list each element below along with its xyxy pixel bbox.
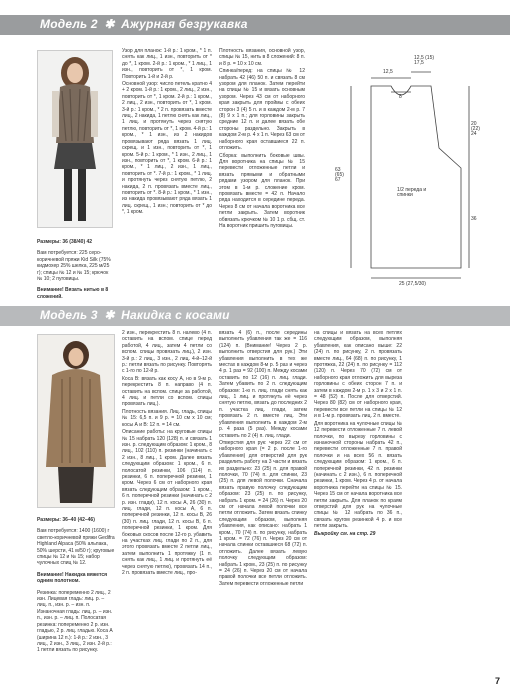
model2-text-col2 bbox=[219, 48, 305, 300]
model3-text-col2 bbox=[219, 330, 307, 696]
woman-in-cape-figure bbox=[38, 335, 114, 507]
model3-para: Плотность вязания. Лиц. гладь, спицы № 15: 6,5 п. и 9 р. = 10 см x 10 см; косы А и В: 12 п. = 14 см. bbox=[122, 408, 212, 428]
model2-para: Основной узор: число петель кратно 4 + 2 кром. 1-й р.: 1 кром., 2 лиц., 2 изн., повторить от *, 1 кром. 2-й р.: 1 кром., 2 лиц., 2 изн., повторить от *, 1 кром. 3-й р.: 1 кром., * 2 п. провязать вместе лиц., 2 накида, 1 петлю снять как лиц., 1 лиц. и протянуть через снятую петлю, повторить от *, 1 кром. 4-й р.: 1 кром., * 1 изн., из 2 накидов провязывают ряда вязать 1 лиц. скрещ. и 1 изн., повторить от *, 1 кром. 5-й р.: 1 кром., * 1 изн., 2 лиц., 1 изн., повторить от *, 1 кром. 6-й р.: 1 кром., * 1 лиц., 2 изн., 1 лиц., повторить от *. 7-й р.: 1 кром., * 1 лиц. и протянуть через снятую петлю, 2 накида, 2 п. провязать вместе лиц., повторить от *. 8-й р.: 1 кром., * 1 изн., из накида провязывают ряда вязать 1 лиц. скрещ., 1 изн.; повторить от * до *, 1 кром. bbox=[122, 81, 212, 216]
model2-para: Спинка/перед: на спицы № 12 набрать 42 (46) 50 п. и связать 8 см узором для планок. Затем перейти на спицы № 15 и вязать основным узором. Через 43 см от наборного края закрыть для проймы с обеих сторон 3 (4) 5 п. и в каждом 2-м р. 7 (8) 9 х 1 п.; для горловины закрыть средние 12 п. и далее вязать обе стороны раздельно. Закрыть в каждом 2-м р. 4 х 1 п. Через 63 см от наборного края оставшиеся 22 п. отложить. bbox=[219, 68, 305, 152]
model3-materials: Вам потребуется: 1400 (1600) г светло-коричневой пряжи Gedifra Highland Alpaca (50% альпака, 50% шерсти, 41 м/50 г); круговые спицы № 12 и № 15; набор чулочных спиц № 12. bbox=[37, 528, 115, 567]
model2-para: Узор для планок: 1-й р.: 1 кром., * 1 п. снять как лиц., 1 изн., повторить от * до *, 1 кром. 2-й р.: 1 кром., * 1 лиц., 1 изн., повторить от *, 1 кром. Повторить 1-й и 2-й р. bbox=[122, 48, 212, 80]
model3-sizes: Размеры: 36–40 (42–46) bbox=[37, 517, 95, 523]
model2-note: Внимание! Вязать нитью в 8 сложений. bbox=[37, 287, 109, 300]
model2-info bbox=[37, 234, 115, 300]
model2-title: Модель 2 bbox=[40, 17, 98, 31]
model2-schematic bbox=[311, 48, 501, 300]
model2-header bbox=[0, 15, 510, 35]
model2-sizes: Размеры: 36 (38/40) 42 bbox=[37, 239, 93, 245]
model3-para: Отверстия для рук: через 22 см от наборного края (= 2 р. после 1-го убавления) для отверстий для рук разделить работу на 3 части и вязать их раздельно: 23 (25) п. для правой полочки, 70 (74) п. для спинки, 23 (25) п. для левой полочки. Сначала вязать правую полочку следующим образом: 23 (25) п. по рисунку, набрать 1 кром. = 24 (26) п. Через 20 см от начала левой полочки все петли отложить. Затем вязать спинку следующим образом, выполняя убавления, как описано: набрать 1 кром., 70 (74) п. по рисунку, набрать 1 кром. = 72 (76) п. Через 20 см от начала спинки оставшиеся 68 (72) п. отложить. Далее вязать левую полочку следующим образом: набрать 1 кром., 23 (25) п. по рисунку = 24 (26) п. Через 20 см от начала правой полочки все петли отложить. Затем перевести отложенные петли bbox=[219, 439, 307, 587]
model3-text-col3 bbox=[314, 330, 402, 696]
star-icon: ✱ bbox=[104, 308, 115, 322]
model2-name: Ажурная безрукавка bbox=[121, 17, 248, 31]
model3-text-col1 bbox=[122, 330, 212, 696]
page-number: 7 bbox=[494, 676, 500, 686]
model3-para: 2 изн., перекрестить 8 п. налево (4 п. оставить на вспом. спице перед работой, 4 лиц., затем 4 петли со вспом. спицы провязать лиц.), 2 изн. 3-й р.: 2 лиц., 3 изн., 2 лиц. 4-й–12-й р.: петли вязать по рисунку. Повторять с 1-го по 12-й р. bbox=[122, 330, 212, 375]
model3-para: Коса В: вязать как косу А, но в 9-м р. перекрестить 8 п. направо (4 п. оставить на вспом. спице за работой, 4 лиц. и петли со вспом. спицы провязать лиц.). bbox=[122, 375, 212, 408]
model3-header bbox=[0, 306, 510, 326]
schema-inner: 1/2 переда и спинки bbox=[397, 187, 427, 198]
model2-photo bbox=[37, 50, 113, 228]
model3-para: вязать 4 (6) п., после середины выполнить убавления так же = 116 (124) п. (Внимание! Через 2 р. выполнить отверстия для рук.) Эти убавления выполнить в тех же местах в каждом 8-м р. 5 раз и через 4 р. 1 раз = 92 (100) п. Между косами оставить по 12 (16) п. лиц. глади. Затем убавить по 2 п. следующим образом: 1-ю п. лиц. глади снять как лиц., 1 лиц. и протянуть её через снятую петлю, вязать до последних 2 п. участка лиц. глади, затем провязать 2 п. вместе лиц. Эти убавления выполнить в каждом 2-м р. 4 раза (5 раз). Между косами оставить по 2 (4) п. лиц. глади. bbox=[219, 330, 307, 439]
model2-para: Плотность вязания, основной узор, спицы № 15, нить в 8 сложений: 8 п. и 8 р. = 10 x 10 см. bbox=[219, 48, 305, 67]
model3-patterns: Резинка: попеременно 2 лиц., 2 изн. Лицевая гладь: лиц. р. – лиц. п., изн. р. – изн. п. Изнаночная гладь: лиц. р. – изн. п., изн. р. – лиц. п. Полосатая резинка: попеременно 2 р. изн. гладью, 2 р. лиц. гладью. Коса А (ширина 12 п.): 1-й р.: 2 изн., 3 лиц., 2 изн., 3 лиц., 2 изн. 2-й р.: 1 петли вязать по рисунку. bbox=[37, 589, 113, 654]
model3-para: на спицы и вязать на всех петлях следующим образом, выполняя убавления, как описано выше: 22 (24) п. по рисунку, 2 п. провязать вместе лиц., 64 (68) п. по рисунку, 1 протяжка, 22 (24) п. по рисунку = 112 (120) п. Через 70 (72) см от наборного края отложить для выреза горловины с обеих сторон 7 п. и затем в каждом 2-м р. 1 х 3 и 2 х 1 п. = 48 (52) п. После для отверстий. Через 80 (82) см от наборного края, перевести все петли на спицы № 12 и в 1-м р. провязать лиц. 2 п. вместе. bbox=[314, 330, 402, 420]
model3-name: Накидка с косами bbox=[121, 308, 230, 322]
model3-para: Для воротника на чулочные спицы № 12 перевести отложенные 7 п. левой полочки, по вырезу горловины с изнаночной стороны набрать 42 п., перевести отложенные 7 п. правой полочки и на всех 56 п. вязать следующим образом: 1 кром., 6 п. поперечной резинки, 42 п. резинки (начинать с 2 изн.), 6 п. поперечной резинки, 1 кром. Через 4 р. от начала воротника перейти на спицы № 15. Через 15 см от начала воротника все петли закрыть. Для планок по краям отверстий для рук на чулочные спицы № 12 набрать по 36 п., связать кругом резинкой 4 р. и все петли закрыть. bbox=[314, 420, 402, 530]
schema-top-a: 12,5 bbox=[383, 69, 393, 75]
model3-para: Описание работы: на круговые спицы № 15 набрать 120 (128) п. и связать 1 изн. р. следующим образом: 1 кром., 8 лиц., 102 (110) п. резинки (начинать с 2 изн., 8 лиц., 1 кром. Далее вязать следующим образом: 1 кром., 6 п. полосатой резинки, 106 (114) п. резинки, 6 п. поперечной резинки, 1 кром. Через 6 см от наборного края вязать следующим образом: 1 кром., 6 п. поперечной резинки (начинать с 2 р. изн. глади), 12 п. косы А, 26 (30) п. лиц. глади, 12 п. косы А, 6 п. поперечной резинки, 12 п. косы В, 26 (30) п. лиц. глади, 12 п. косы В, 6 п. поперечной резинки, 1 кром. Для боковых скосов после 12-го р. убавить на участках лиц. глади по 2 п., для этого провязать вместе 2 петли лиц., затем выполнить 1 протяжку (1 п. снять как лиц., 1 лиц. и протянуть её через снятую петлю), провязать 14 п., 2 п. провязать вместе лиц., про- bbox=[122, 429, 212, 577]
schema-neck: 8 bbox=[399, 94, 402, 100]
model3-note: Внимание! Накидка вяжется одним полотном. bbox=[37, 571, 108, 585]
model2-materials: Вам потребуется: 225 серо-коричневой пряжи Kid Silk (75% кидмохер 25% шелка, 225 м/25 г); спицы № 12 и № 15; крючок № 10; 2 пуговицы. bbox=[37, 250, 111, 283]
model3-photo bbox=[37, 334, 115, 508]
model3-title: Модель 3 bbox=[40, 308, 98, 322]
schema-bottom: 25 (27,5/30) bbox=[399, 281, 426, 287]
pattern-reference: Выкройку см. на стр. 29 bbox=[314, 530, 376, 537]
woman-in-vest-figure bbox=[38, 51, 112, 227]
schema-right-b: 36 bbox=[471, 216, 477, 222]
model2-text-col1 bbox=[122, 48, 212, 300]
schema-right-a: 20 (22) 24 bbox=[471, 121, 480, 137]
model2-para: Сборка: выполнить боковые швы. Для воротника на спицы № 15 перевести отложенные петли и вязать прямыми и обратными рядами узором для планок. При этом в 1-м р. сложение кром. провязать вместе = 42 п. Начало ряда находится в середине переда. Через 8 см от начала воротника все петли закрыть. Затем воротник обвязать крючком № 10 1 р. сбщ. ст. На воротник пришить пуговицы. bbox=[219, 152, 305, 229]
star-icon: ✱ bbox=[104, 17, 115, 31]
model3-info bbox=[37, 512, 115, 692]
schema-top-b: 12,5 (15) 17,5 bbox=[414, 55, 435, 66]
schema-left: 63 (65) 67 bbox=[335, 167, 344, 183]
